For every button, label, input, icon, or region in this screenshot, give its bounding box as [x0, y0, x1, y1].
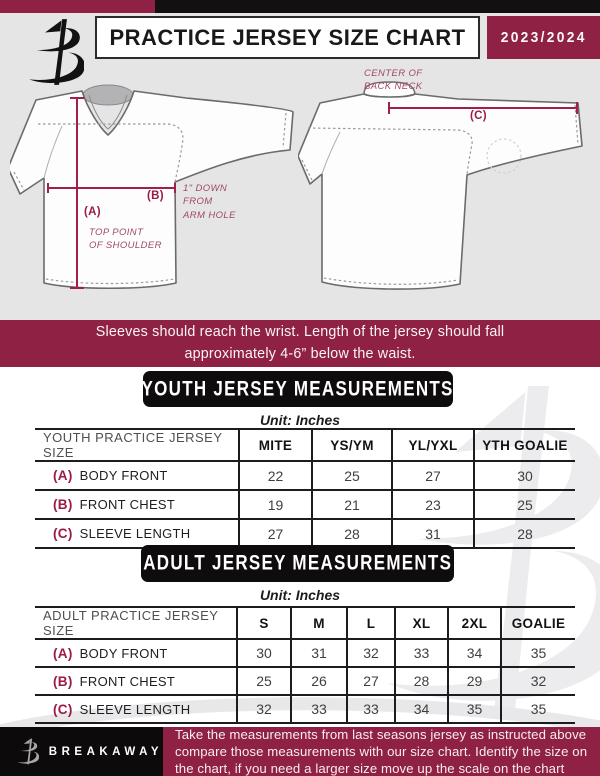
measure-a-label: (A) [84, 206, 101, 218]
footer-instructions-text: Take the measurements from last seasons jersey as instructed above compare those measurements with our size chart. Identify the size on the chart, if you need a larger size move up the scale on the chart [175, 726, 588, 776]
table-cell: 28 [395, 667, 448, 695]
row-label-front-chest [35, 490, 239, 519]
row-key: (A) [53, 645, 73, 661]
adult-size-table [35, 606, 575, 724]
breakaway-b-icon [17, 736, 39, 767]
youth-table-header-row [35, 429, 575, 461]
adult-table-title-cell: ADULT PRACTICE JERSEY SIZE [35, 607, 237, 639]
adult-section-banner-text: ADULT JERSEY MEASUREMENTS [143, 551, 452, 575]
table-cell: 27 [347, 667, 395, 695]
row-label-front-chest [35, 667, 237, 695]
row-key: (C) [53, 701, 73, 717]
table-cell: 35 [448, 695, 501, 723]
footer-brand-block [0, 727, 163, 776]
row-label-text: FRONT CHEST [79, 673, 176, 689]
measure-c-label: (C) [470, 110, 487, 122]
table-cell: 29 [448, 667, 501, 695]
youth-size-col-goalie: YTH GOALIE [474, 429, 575, 461]
row-label-sleeve-length [35, 519, 239, 548]
measure-b-label: (B) [147, 190, 164, 202]
page-title-text: PRACTICE JERSEY SIZE CHART [109, 24, 466, 50]
measure-c-note [364, 67, 423, 94]
row-label-sleeve-length [35, 695, 237, 723]
table-cell: 35 [501, 695, 575, 723]
table-row [35, 639, 575, 667]
table-cell: 32 [347, 639, 395, 667]
row-label-text: SLEEVE LENGTH [79, 701, 191, 717]
row-key: (A) [53, 468, 73, 483]
fit-notice-banner [0, 320, 600, 367]
youth-size-col-ysym: YS/YM [312, 429, 392, 461]
table-cell: 28 [474, 519, 575, 548]
back-jersey-diagram [298, 80, 600, 300]
row-label-text: SLEEVE LENGTH [79, 526, 191, 541]
table-cell: 23 [392, 490, 474, 519]
youth-size-table [35, 428, 575, 549]
row-label-body-front [35, 461, 239, 490]
table-cell: 27 [392, 461, 474, 490]
table-cell: 31 [291, 639, 347, 667]
table-cell: 35 [501, 639, 575, 667]
table-cell: 33 [291, 695, 347, 723]
season-badge-text: 2023/2024 [500, 29, 587, 46]
table-cell: 30 [474, 461, 575, 490]
table-cell: 19 [239, 490, 312, 519]
youth-table-title-cell: YOUTH PRACTICE JERSEY SIZE [35, 429, 239, 461]
table-cell: 21 [312, 490, 392, 519]
measure-b-note-line3: ARM HOLE [183, 209, 236, 221]
row-label-text: BODY FRONT [79, 645, 168, 661]
table-cell: 34 [395, 695, 448, 723]
fit-notice-text: Sleeves should reach the wrist. Length of the jersey should fall approximately 4-6” below the waist. [95, 324, 505, 362]
table-cell: 27 [239, 519, 312, 548]
table-cell: 31 [392, 519, 474, 548]
adult-size-col-goalie: GOALIE [501, 607, 575, 639]
measure-b-note-line1: 1" DOWN [183, 183, 228, 194]
table-cell: 25 [474, 490, 575, 519]
adult-size-col-m: M [291, 607, 347, 639]
adult-unit-label: Unit: Inches [259, 587, 341, 603]
adult-size-col-xl: XL [395, 607, 448, 639]
adult-table-header-row [35, 607, 575, 639]
page-title [95, 16, 480, 59]
table-cell: 25 [237, 667, 291, 695]
table-cell: 33 [347, 695, 395, 723]
row-label-text: FRONT CHEST [79, 497, 176, 512]
table-cell: 30 [237, 639, 291, 667]
table-row [35, 695, 575, 723]
table-cell: 28 [312, 519, 392, 548]
topbar-black-segment [155, 0, 600, 13]
row-key: (B) [53, 673, 73, 689]
breakaway-b-icon [28, 16, 84, 88]
table-row [35, 461, 575, 490]
footer-brand-name: BREAKAWAY [48, 745, 163, 758]
youth-unit-label: Unit: Inches [259, 412, 341, 428]
youth-size-col-ylyxl: YL/YXL [392, 429, 474, 461]
table-cell: 25 [312, 461, 392, 490]
adult-section-banner [141, 545, 454, 582]
row-label-text: BODY FRONT [79, 468, 168, 483]
season-badge [487, 16, 600, 59]
topbar-maroon-segment [0, 0, 155, 13]
table-cell: 32 [237, 695, 291, 723]
measure-c-note-line2: BACK NECK [364, 81, 423, 93]
measure-b-note [183, 182, 236, 222]
measure-b-note-line2: FROM [183, 196, 213, 208]
row-key: (C) [53, 526, 73, 541]
measure-a-note-line2: OF SHOULDER [89, 240, 162, 252]
footer-instructions-block [163, 727, 600, 776]
table-cell: 22 [239, 461, 312, 490]
adult-size-col-s: S [237, 607, 291, 639]
measure-a-note-line1: TOP POINT [89, 227, 144, 238]
youth-size-col-mite: MITE [239, 429, 312, 461]
measure-c-note-line1: CENTER OF [364, 68, 423, 79]
table-row [35, 667, 575, 695]
adult-size-col-2xl: 2XL [448, 607, 501, 639]
row-label-body-front [35, 639, 237, 667]
table-cell: 26 [291, 667, 347, 695]
measure-a-note [89, 226, 162, 253]
adult-size-col-l: L [347, 607, 395, 639]
table-cell: 32 [501, 667, 575, 695]
table-row [35, 490, 575, 519]
table-row [35, 519, 575, 548]
youth-section-banner-text: YOUTH JERSEY MEASUREMENTS [141, 376, 455, 401]
youth-section-banner [143, 371, 453, 407]
row-key: (B) [53, 497, 73, 512]
table-cell: 34 [448, 639, 501, 667]
table-cell: 33 [395, 639, 448, 667]
